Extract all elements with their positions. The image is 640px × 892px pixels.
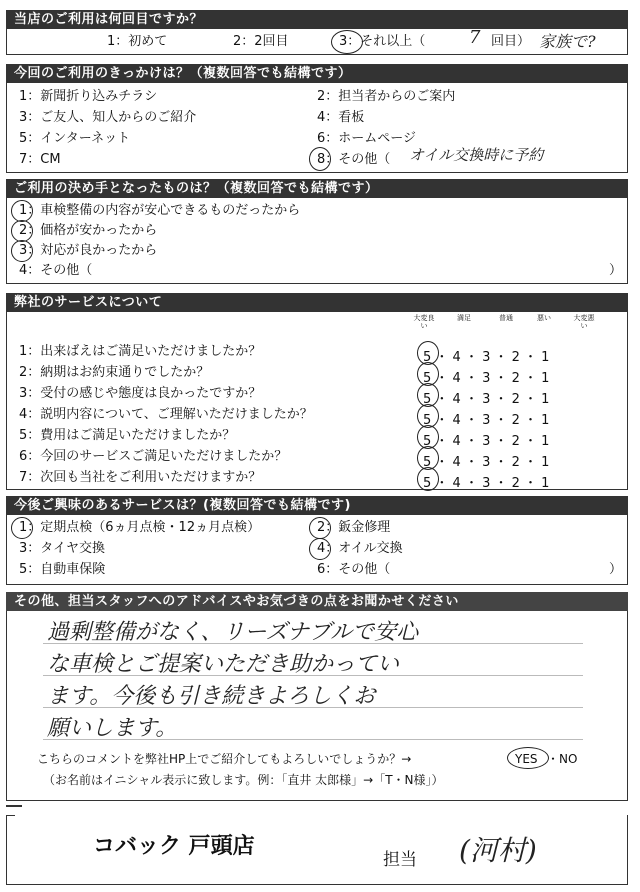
- staff-name-handwritten: (河村): [459, 834, 537, 867]
- comment-line-4: 願いします。: [47, 716, 178, 741]
- scale-head-4: 満足: [457, 314, 471, 322]
- interest-item-1: 1：定期点検（6ヵ月点検・12ヵ月点検）: [19, 520, 261, 535]
- section4-header: 弊社のサービスについて: [6, 293, 628, 312]
- interest-item-4: 4：オイル交換: [317, 541, 403, 556]
- store-footer: [6, 815, 628, 885]
- trigger-item-7: 7：CM: [19, 152, 61, 167]
- reason-item-3: 3：対応が良かったから: [19, 243, 158, 258]
- answer-circle: [331, 30, 363, 54]
- consent-yes: YES: [515, 752, 538, 766]
- service-question-2: 2：納期はお約束通りでしたか？: [19, 365, 210, 380]
- visit-option-1: 1：初めて: [107, 34, 168, 49]
- rating-scale: 5 ・ 4 ・ 3 ・ 2 ・ 1: [423, 413, 550, 428]
- trigger-item-8: 8：その他（: [317, 152, 391, 167]
- initials-note: （お名前はイニシャル表示に致します。例：「直井 太郎様」→「T・N様」）: [43, 773, 444, 787]
- answer-circle: [417, 467, 439, 491]
- scale-head-1: 大変悪い: [573, 314, 595, 330]
- interest-item-3: 3：タイヤ交換: [19, 541, 106, 556]
- handwritten-visit-note: 家族で?: [539, 32, 596, 51]
- comment-line-2: な車検とご提案いただき助かってい: [47, 652, 400, 677]
- comment-line-3: ます。今後も引き続きよろしくお: [47, 684, 376, 709]
- trigger-item-1: 1：新聞折り込みチラシ: [19, 89, 158, 104]
- visit-option-3-end: 回目）: [491, 34, 531, 49]
- store-name: コバック 戸頭店: [93, 834, 255, 859]
- service-question-1: 1：出来ばえはご満足いただけましたか？: [19, 344, 262, 359]
- answer-circle: [11, 240, 33, 262]
- section6-header: その他、担当スタッフへのアドバイスやお気づきの点をお聞かせください: [6, 592, 628, 611]
- answer-circle: [309, 517, 331, 539]
- reason-item-2: 2：価格が安かったから: [19, 223, 158, 238]
- service-question-4: 4：説明内容について、ご理解いただけましたか？: [19, 407, 313, 422]
- scale-head-2: 悪い: [537, 314, 551, 322]
- service-question-5: 5：費用はご満足いただけましたか？: [19, 428, 236, 443]
- section2-header: 今回のご利用のきっかけは？（複数回答でも結構です）: [6, 64, 628, 83]
- trigger-item-3: 3：ご友人、知人からのご紹介: [19, 110, 197, 125]
- footer-mark: [6, 805, 22, 807]
- handwritten-trigger-other: オイル交換時に予約: [409, 146, 544, 164]
- rating-scale: 5 ・ 4 ・ 3 ・ 2 ・ 1: [423, 350, 550, 365]
- comment-line-1: 過剰整備がなく、リーズナブルで安心: [47, 620, 419, 645]
- reason-other-close: ）: [609, 263, 623, 278]
- section3-header: ご利用の決め手となったものは？（複数回答でも結構です）: [6, 179, 628, 198]
- interest-item-5: 5：自動車保険: [19, 562, 106, 577]
- handwritten-visit-count: 7: [469, 27, 481, 48]
- service-question-7: 7：次回も当社をご利用いただけますか？: [19, 470, 262, 485]
- rating-scale: 5 ・ 4 ・ 3 ・ 2 ・ 1: [423, 455, 550, 470]
- service-question-6: 6：今回のサービスご満足いただけましたか？: [19, 449, 288, 464]
- section1-header: 当店のご利用は何回目ですか？: [6, 10, 628, 29]
- consent-separator: ・: [547, 752, 560, 766]
- answer-circle: [507, 747, 549, 769]
- section3-box: [6, 198, 628, 284]
- scale-head-3: 普通: [499, 314, 513, 322]
- section6-box: [6, 611, 628, 801]
- answer-circle: [11, 200, 33, 222]
- answer-circle: [11, 517, 33, 539]
- rating-scale: 5 ・ 4 ・ 3 ・ 2 ・ 1: [423, 392, 550, 407]
- trigger-item-5: 5：インターネット: [19, 131, 131, 146]
- visit-option-2: 2：2回目: [233, 34, 289, 49]
- hp-consent-question: こちらのコメントを弊社HP上でご紹介してもよろしいでしょうか？→: [37, 752, 412, 766]
- interest-item-2: 2：鈑金修理: [317, 520, 391, 535]
- footer-corner: [7, 815, 15, 884]
- consent-no: NO: [559, 752, 578, 766]
- visit-option-3: 3：それ以上（: [339, 34, 426, 49]
- section5-header: 今後ご興味のあるサービスは？(複数回答でも結構です): [6, 496, 628, 515]
- reason-item-1: 1：車検整備の内容が安心できるものだったから: [19, 203, 301, 218]
- trigger-item-6: 6：ホームページ: [317, 131, 417, 146]
- staff-label: 担当: [383, 850, 417, 870]
- answer-circle: [309, 538, 331, 560]
- section5-box: [6, 515, 628, 585]
- section4-box: [6, 312, 628, 490]
- scale-head-5: 大変良い: [413, 314, 435, 330]
- section1-box: [6, 29, 628, 55]
- reason-item-4: 4：その他（: [19, 263, 93, 278]
- section2-box: [6, 83, 628, 173]
- rating-scale: 5 ・ 4 ・ 3 ・ 2 ・ 1: [423, 371, 550, 386]
- service-question-3: 3：受付の感じや態度は良かったですか？: [19, 386, 262, 401]
- answer-circle: [11, 220, 33, 242]
- rating-scale: 5 ・ 4 ・ 3 ・ 2 ・ 1: [423, 434, 550, 449]
- rating-scale: 5 ・ 4 ・ 3 ・ 2 ・ 1: [423, 476, 550, 491]
- trigger-item-4: 4：看板: [317, 110, 365, 125]
- interest-other-close: ）: [609, 562, 623, 577]
- interest-item-6: 6：その他（: [317, 562, 391, 577]
- answer-circle: [309, 147, 331, 171]
- trigger-item-2: 2：担当者からのご案内: [317, 89, 456, 104]
